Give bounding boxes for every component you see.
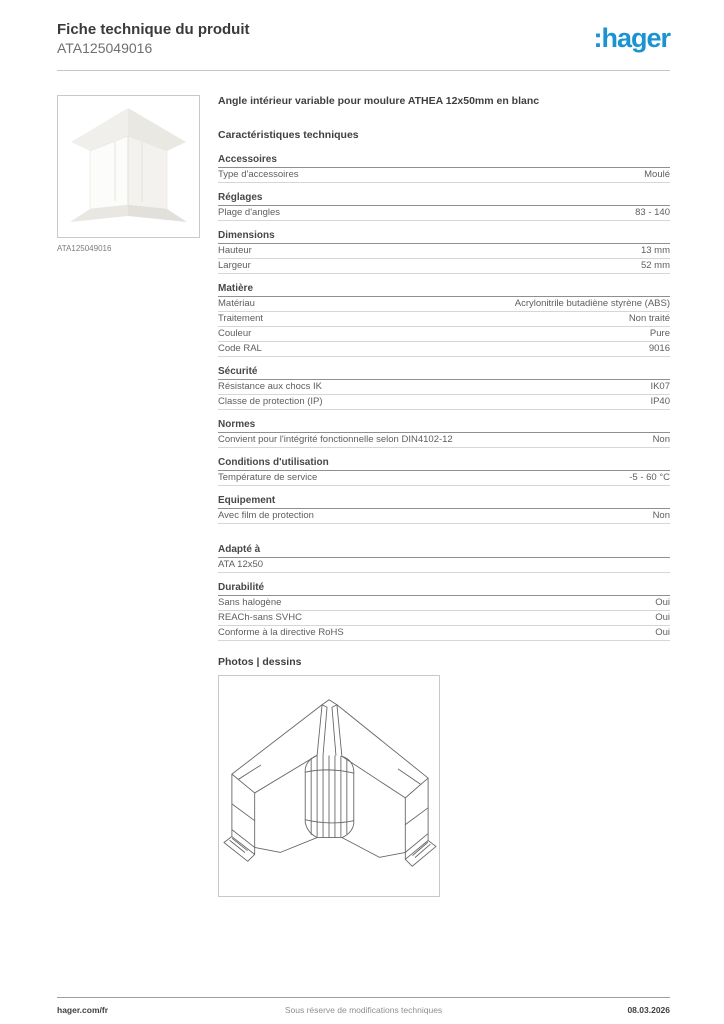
characteristics-table: [218, 154, 670, 641]
spec-section-title: Equipement: [218, 495, 670, 509]
header-divider: [57, 70, 670, 71]
spec-row: [218, 206, 670, 221]
product-photo-caption: ATA125049016: [57, 244, 112, 253]
footer-date: 08.03.2026: [627, 1005, 670, 1015]
spec-value: Pure: [649, 328, 670, 339]
footer-disclaimer: Sous réserve de modifications techniques: [284, 1005, 443, 1015]
spec-label: Matériau: [218, 298, 255, 309]
spec-value: Non traité: [628, 313, 670, 324]
spec-label: Largeur: [218, 260, 251, 271]
spec-label: Code RAL: [218, 343, 262, 354]
spec-section-title: Dimensions: [218, 230, 670, 244]
spec-section: [218, 457, 670, 486]
spec-row: [218, 244, 670, 259]
spec-value: Moulé: [644, 169, 670, 180]
spec-label: ATA 12x50: [218, 559, 264, 570]
spec-label: Traitement: [218, 313, 264, 324]
spec-value: IP40: [650, 396, 670, 407]
spec-value: IK07: [650, 381, 670, 392]
spec-label: Classe de protection (IP): [218, 396, 323, 407]
spec-row: [218, 380, 670, 395]
spec-section-title: Accessoires: [218, 154, 670, 168]
spec-row: [218, 297, 670, 312]
hager-logo: :hager: [593, 23, 670, 53]
spec-value: Oui: [655, 597, 670, 608]
technical-drawing-image: [219, 676, 439, 896]
spec-label: Convient pour l'intégrité fonctionnelle selon DIN4102-12: [218, 434, 453, 445]
spec-row: [218, 168, 670, 183]
spec-section-title: Sécurité: [218, 366, 670, 380]
spec-value: 9016: [648, 343, 670, 354]
product-photo-image: [58, 96, 199, 237]
product-photo-frame: [57, 95, 200, 238]
spec-row: [218, 327, 670, 342]
photos-heading: Photos | dessins: [218, 656, 302, 668]
spec-value: 52 mm: [640, 260, 670, 271]
spec-section: [218, 582, 670, 641]
spec-value: Oui: [655, 612, 670, 623]
spec-row: [218, 395, 670, 410]
product-photo-column: [57, 95, 200, 253]
spec-row: [218, 433, 670, 448]
spec-label: Température de service: [218, 472, 318, 483]
spec-label: Avec film de protection: [218, 510, 314, 521]
spec-section: [218, 495, 670, 524]
spec-label: Plage d'angles: [218, 207, 281, 218]
page-title: Fiche technique du produit: [57, 21, 250, 38]
spec-section-title: Normes: [218, 419, 670, 433]
spec-value: 83 - 140: [635, 207, 670, 218]
spec-row: [218, 611, 670, 626]
spec-value: Non: [652, 510, 670, 521]
spec-row: [218, 471, 670, 486]
spec-section: [218, 366, 670, 410]
product-reference: ATA125049016: [57, 40, 153, 56]
page-header: [57, 20, 670, 57]
spec-label: Type d'accessoires: [218, 169, 299, 180]
spec-row: [218, 509, 670, 524]
characteristics-heading: Caractéristiques techniques: [218, 129, 359, 141]
spec-row: [218, 312, 670, 327]
spec-row: [218, 558, 670, 573]
spec-value: Acrylonitrile butadiène styrène (ABS): [514, 298, 670, 309]
spec-label: REACh-sans SVHC: [218, 612, 302, 623]
spec-section: [218, 544, 670, 573]
spec-label: Conforme à la directive RoHS: [218, 627, 344, 638]
spec-row: [218, 342, 670, 357]
spec-label: Sans halogène: [218, 597, 282, 608]
spec-row: [218, 626, 670, 641]
spec-value: Oui: [655, 627, 670, 638]
spec-value: [658, 559, 670, 570]
details-column: [218, 95, 670, 897]
technical-drawing-frame: [218, 675, 440, 897]
spec-label: Hauteur: [218, 245, 252, 256]
product-description: Angle intérieur variable pour moulure ATHEA 12x50mm en blanc: [218, 95, 540, 107]
spec-label: Couleur: [218, 328, 252, 339]
page-footer: [57, 997, 670, 1015]
spec-section-title: Durabilité: [218, 582, 670, 596]
spec-section-title: Adapté à: [218, 544, 670, 558]
spec-section: [218, 230, 670, 274]
spec-value: Non: [652, 434, 670, 445]
spec-section-title: Conditions d'utilisation: [218, 457, 670, 471]
spec-section: [218, 419, 670, 448]
spec-label: Résistance aux chocs IK: [218, 381, 323, 392]
spec-value: 13 mm: [640, 245, 670, 256]
spec-section: [218, 283, 670, 357]
spec-section-title: Matière: [218, 283, 670, 297]
spec-row: [218, 259, 670, 274]
header-titles: [57, 20, 250, 57]
spec-row: [218, 596, 670, 611]
footer-website-link[interactable]: hager.com/fr: [57, 1005, 109, 1015]
spec-section-title: Réglages: [218, 192, 670, 206]
spec-section: [218, 154, 670, 183]
spec-section: [218, 192, 670, 221]
spec-value: -5 - 60 °C: [629, 472, 670, 483]
